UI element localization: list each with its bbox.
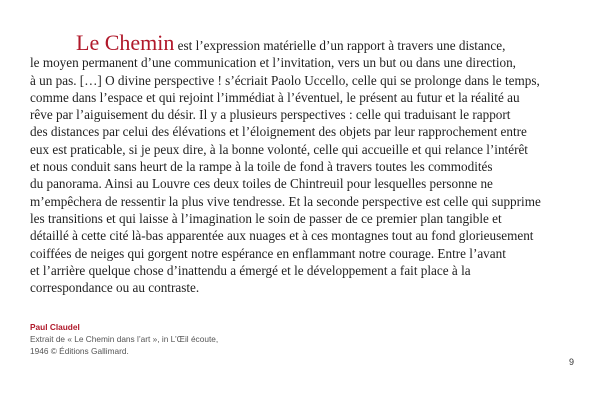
page-number: 9 [568,357,574,367]
text-line: coiffées de neiges qui gorgent notre espérance en enflammant notre courage. Entre l’avant [30,245,506,261]
author-name: Paul Claudel [30,322,80,332]
text-line: des distances par celui des élévations et l’éloignement des objets par leur rapprochement entre [30,124,527,140]
credit-block [30,321,218,358]
text-line: eux est praticable, si je peux dire, à la bonne volonté, celle qui accueille et qui relance l’intérêt [30,141,528,157]
title-word: Le Chemin [76,30,175,55]
text-line: détaillé à cette cité là-bas apparentée aux nuages et à ces montagnes tout au fond glorieusement [30,228,534,244]
main-text-block [30,30,560,296]
text-line: comme dans l’espace et qui rejoint l’immédiat à l’éventuel, le présent au futur et la réalité au [30,89,520,105]
text-line: du panorama. Ainsi au Louvre ces deux toiles de Chintreuil pour lesquelles personne ne [30,176,493,192]
text-line: les transitions et qui laisse à l’imagination le soin de passer de ce premier plan tangible et [30,210,502,226]
text-line-1 [30,30,560,55]
text-line: à un pas. […] O divine perspective ! s’écriait Paolo Uccello, celle qui se prolonge dans le temps, [30,72,540,88]
text-line: le moyen permanent d’une communication et l’invitation, vers un but ou dans une direction, [30,55,516,71]
first-line-text: est l’expression matérielle d’un rapport à travers une distance, [174,38,506,53]
text-line: et nous conduit sans heurt de la rampe à la toile de fond à travers toutes les commodités [30,159,493,175]
text-line: et l’arrière quelque chose d’inattendu a émergé et le développement a fait place à la [30,262,471,278]
text-line: m’empêchera de ressentir la plus vive tendresse. Et la seconde perspective est celle qui supprime [30,193,541,209]
copyright-line: 1946 © Éditions Gallimard. [30,346,129,357]
text-line: rêve par l’aiguisement du désir. Il y a plusieurs perspectives : celle qui traduisant le rapport [30,107,511,123]
source-line: Extrait de « Le Chemin dans l’art », in L’Œil écoute, [30,334,219,345]
text-line: correspondance ou au contraste. [30,280,200,296]
